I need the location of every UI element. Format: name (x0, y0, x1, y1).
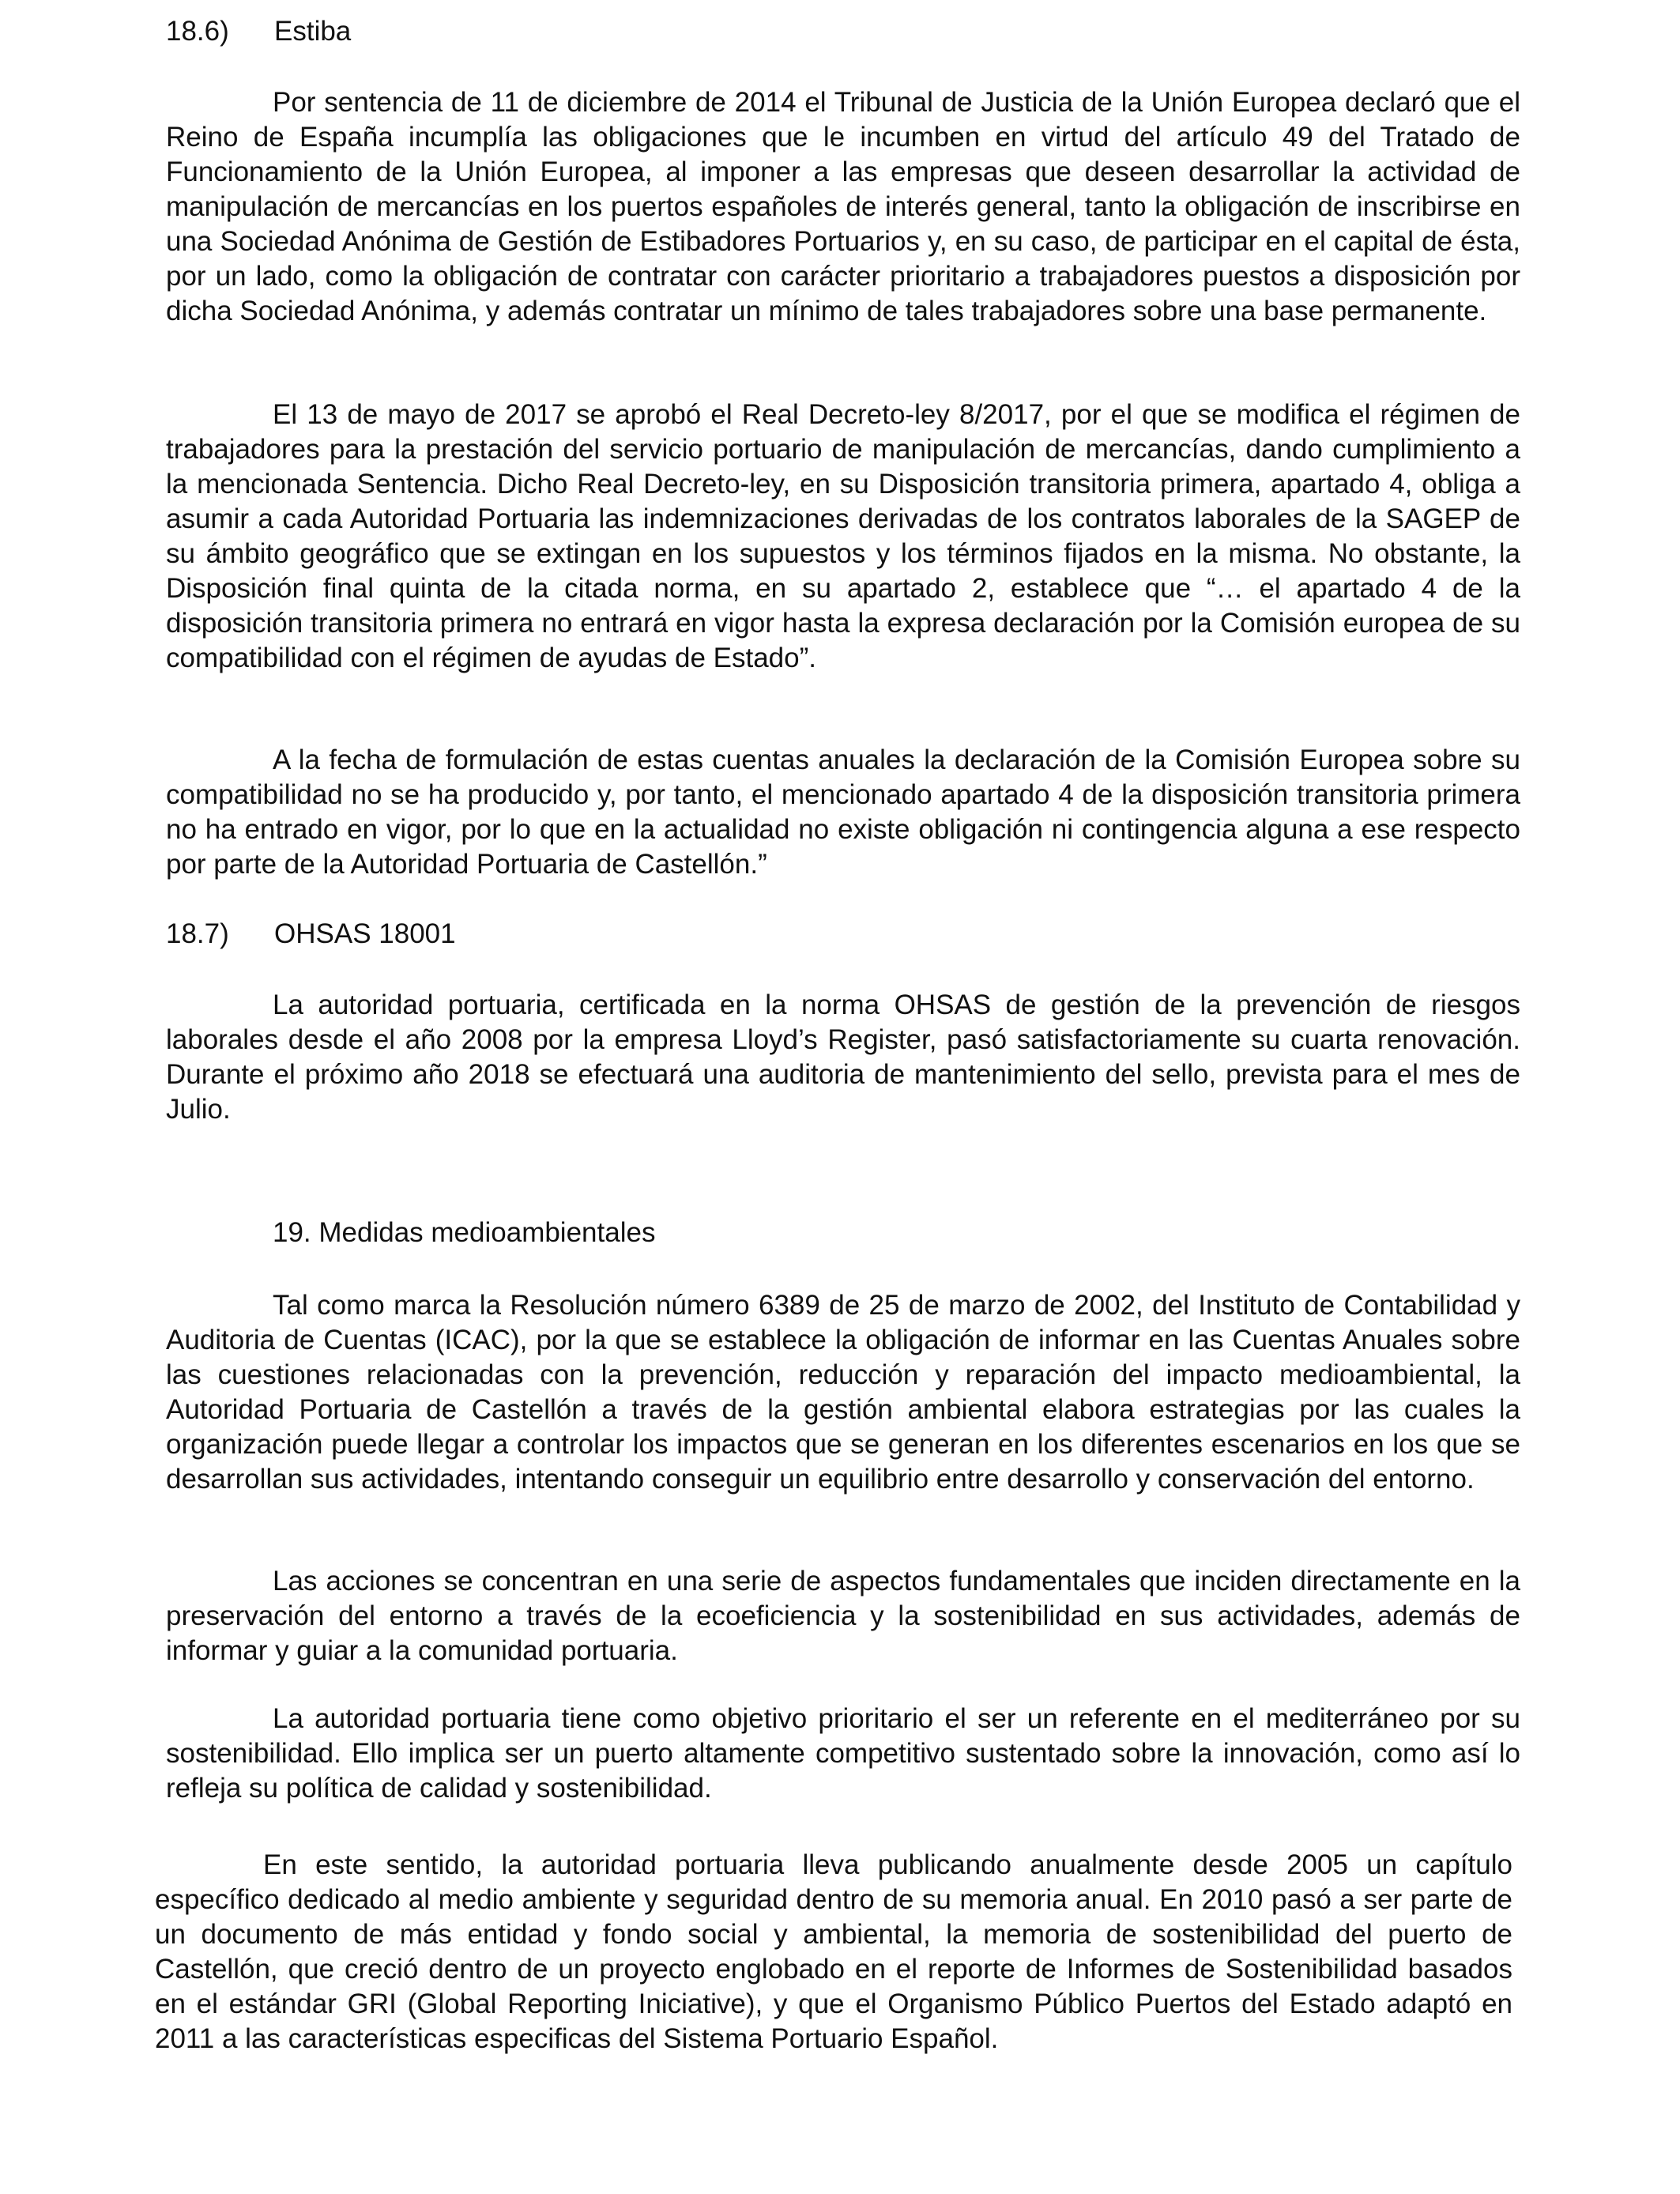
paragraph-ohsas-1: La autoridad portuaria, certificada en la norma OHSAS de gestión de la prevención de riesgos laborales desde el año 2008 por la empresa Lloyd’s Register, pasó satisfactoriamente su cuarta renovación. Durante el próximo año 2018 se efectuará una auditoria de mantenimiento del sello, prevista para el mes de Julio. (166, 990, 1520, 1125)
section-heading-18-6 (166, 14, 351, 49)
paragraph-medioambiente-1: Tal como marca la Resolución número 6389 de 25 de marzo de 2002, del Instituto de Contabilidad y Auditoria de Cuentas (ICAC), por la que se establece la obligación de informar en las Cuentas Anuales sobre las cuestiones relacionadas con la prevención, reducción y reparación del impacto medioambiental, la Autoridad Portuaria de Castellón a través de la gestión ambiental elabora estrategias por las cuales la organización puede llegar a controlar los impactos que se generan en los diferentes escenarios en los que se desarrollan sus actividades, intentando conseguir un equilibrio entre desarrollo y conservación del entorno. (166, 1290, 1520, 1495)
section-number: 18.6) (166, 16, 229, 47)
section-title: 19. Medidas medioambientales (273, 1217, 656, 1248)
paragraph-estiba-3: A la fecha de formulación de estas cuentas anuales la declaración de la Comisión Europea sobre su compatibilidad no se ha producido y, por tanto, el mencionado apartado 4 de la disposición transitoria primera no ha entrado en vigor, por lo que en la actualidad no existe obligación ni contingencia alguna a ese respecto por parte de la Autoridad Portuaria de Castellón.” (166, 745, 1520, 880)
section-heading-19 (273, 1216, 655, 1250)
section-title: OHSAS 18001 (274, 918, 456, 949)
paragraph-medioambiente-3: La autoridad portuaria tiene como objetivo prioritario el ser un referente en el mediterráneo por su sostenibilidad. Ello implica ser un puerto altamente competitivo sustentado sobre la innovación, como así lo refleja su política de calidad y sostenibilidad. (166, 1703, 1520, 1804)
paragraph-estiba-2: El 13 de mayo de 2017 se aprobó el Real Decreto-ley 8/2017, por el que se modifica el régimen de trabajadores para la prestación del servicio portuario de manipulación de mercancías, dando cumplimiento a la mencionada Sentencia. Dicho Real Decreto-ley, en su Disposición transitoria primera, apartado 4, obliga a asumir a cada Autoridad Portuaria las indemnizaciones derivadas de los contratos laborales de la SAGEP de su ámbito geográfico que se extingan en los supuestos y los términos fijados en la misma. No obstante, la Disposición final quinta de la citada norma, en su apartado 2, establece que “… el apartado 4 de la disposición transitoria primera no entrará en vigor hasta la expresa declaración por la Comisión europea de su compatibilidad con el régimen de ayudas de Estado”. (166, 399, 1520, 673)
section-number: 18.7) (166, 918, 229, 949)
paragraph-medioambiente-2: Las acciones se concentran en una serie de aspectos fundamentales que inciden directamente en la preservación del entorno a través de la ecoeficiencia y la sostenibilidad en sus actividades, además de informar y guiar a la comunidad portuaria. (166, 1566, 1520, 1666)
paragraph-medioambiente-4: En este sentido, la autoridad portuaria lleva publicando anualmente desde 2005 un capítulo específico dedicado al medio ambiente y seguridad dentro de su memoria anual. En 2010 pasó a ser parte de un documento de más entidad y fondo social y ambiental, la memoria de sostenibilidad del puerto de Castellón, que creció dentro de un proyecto englobado en el reporte de Informes de Sostenibilidad basados en el estándar GRI (Global Reporting Iniciative), y que el Organismo Público Puertos del Estado adaptó en 2011 a las características especificas del Sistema Portuario Español. (155, 1849, 1512, 2054)
paragraph-estiba-1: Por sentencia de 11 de diciembre de 2014 el Tribunal de Justicia de la Unión Europea declaró que el Reino de España incumplía las obligaciones que le incumben en virtud del artículo 49 del Tratado de Funcionamiento de la Unión Europea, al imponer a las empresas que deseen desarrollar la actividad de manipulación de mercancías en los puertos españoles de interés general, tanto la obligación de inscribirse en una Sociedad Anónima de Gestión de Estibadores Portuarios y, en su caso, de participar en el capital de ésta, por un lado, como la obligación de contratar con carácter prioritario a trabajadores puestos a disposición por dicha Sociedad Anónima, y además contratar un mínimo de tales trabajadores sobre una base permanente. (166, 87, 1520, 326)
section-title: Estiba (274, 16, 352, 47)
section-heading-18-7 (166, 917, 456, 952)
